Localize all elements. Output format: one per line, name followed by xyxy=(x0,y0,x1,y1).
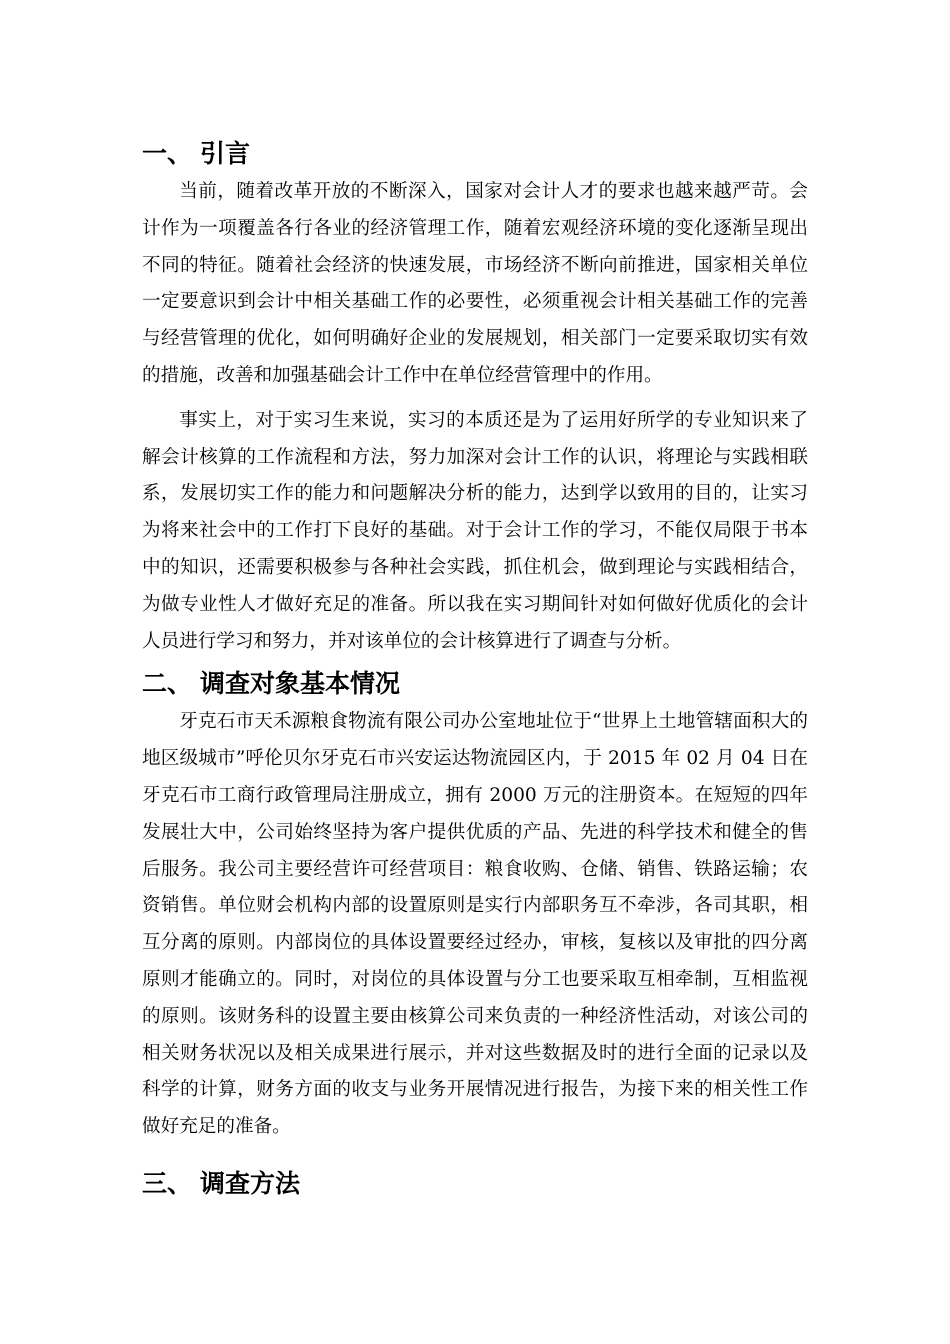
section-number: 一、 xyxy=(142,139,193,168)
paragraph: 事实上，对于实习生来说，实习的本质还是为了运用好所学的专业知识来了解会计核算的工作流程和方法，努力加深对会计工作的认识，将理论与实践相联系，发展切实工作的能力和问题解决分析的能力，达到学以致用的目的，让实习为将来社会中的工作打下良好的基础。对于会计工作的学习，不能仅局限于书本中的知识，还需要积极参与各种社会实践，抓住机会，做到理论与实践相结合，为做专业性人才做好充足的准备。所以我在实习期间针对如何做好优质化的会计人员进行学习和努力，并对该单位的会计核算进行了调查与分析。 xyxy=(142,409,808,652)
section-title: 调查方法 xyxy=(200,1168,301,1198)
section-title: 调查对象基本情况 xyxy=(200,669,401,699)
section-number: 三、 xyxy=(142,1168,193,1198)
section-heading-survey-subject xyxy=(142,664,808,704)
section-heading-introduction xyxy=(142,134,808,174)
paragraph: 当前，随着改革开放的不断深入，国家对会计人才的要求也越来越严苛。会计作为一项覆盖各行各业的经济管理工作，随着宏观经济环境的变化逐渐呈现出不同的特征。随着社会经济的快速发展，市场经济不断向前推进，国家相关单位一定要意识到会计中相关基础工作的必要性，必须重视会计相关基础工作的完善与经营管理的优化，如何明确好企业的发展规划，相关部门一定要采取切实有效的措施，改善和加强基础会计工作中在单位经营管理中的作用。 xyxy=(142,181,808,386)
section-heading-survey-method xyxy=(142,1164,808,1204)
section-title: 引言 xyxy=(200,139,251,168)
document-page xyxy=(142,134,808,1204)
section-number: 二、 xyxy=(142,669,193,699)
paragraph: 牙克石市天禾源粮食物流有限公司办公室地址位于“世界上土地管辖面积大的地区级城市”呼伦贝尔牙克石市兴安运达物流园区内，于 2015 年 02 月 04 日在牙克石市工商行政管理局注册成立，拥有 2000 万元的注册资本。在短短的四年发展壮大中，公司始终坚持为客户提供优质的产品、先进的科学技术和健全的售后服务。我公司主要经营许可经营项目：粮食收购、仓储、销售、铁路运输；农资销售。单位财会机构内部的设置原则是实行内部职务互不牵涉，各司其职，相互分离的原则。内部岗位的具体设置要经过经办，审核，复核以及审批的四分离原则才能确立的。同时，对岗位的具体设置与分工也要采取互相牵制，互相监视的原则。该财务科的设置主要由核算公司来负责的一种经济性活动，对该公司的相关财务状况以及相关成果进行展示，并对这些数据及时的进行全面的记录以及科学的计算，财务方面的收支与业务开展情况进行报告，为接下来的相关性工作做好充足的准备。 xyxy=(142,711,808,1138)
